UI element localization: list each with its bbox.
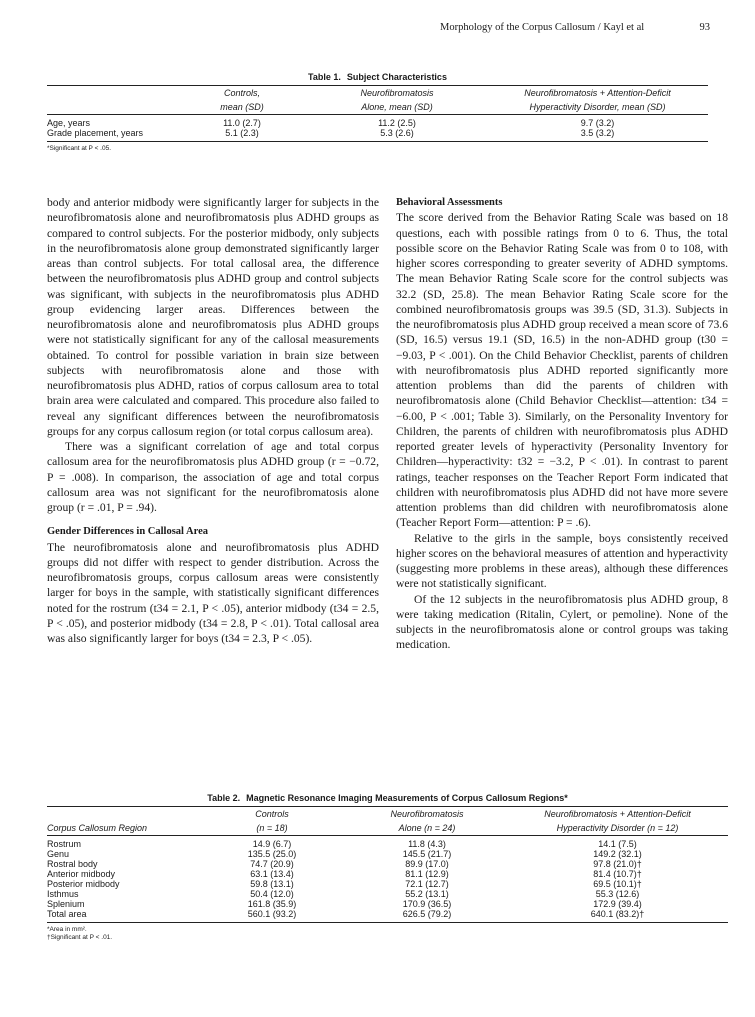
table-cell: 5.1 (2.3) [177, 128, 307, 142]
table-cell: Isthmus [47, 889, 79, 899]
table-cell: 81.1 (12.9) [405, 869, 449, 879]
column-header [47, 807, 197, 822]
column-header: Neurofibromatosis + Attention-Deficit [487, 86, 708, 101]
table-cell: 14.1 (7.5) [598, 839, 637, 849]
table-cell: 11.2 (2.5) [378, 118, 416, 128]
column-header [47, 100, 177, 115]
table-row [47, 836, 728, 850]
column-header [47, 86, 177, 101]
table-cell: 59.8 (13.1) [250, 879, 294, 889]
column-header: Neurofibromatosis [347, 807, 507, 822]
table-2-footnote: *Area in mm². [47, 926, 87, 933]
table-cell: 97.8 (21.0)† [593, 859, 642, 869]
table-row [47, 115, 708, 129]
paragraph: body and anterior midbody were significantly larger for subjects in the neurofibromatosis alone and neurofibromatosis plus ADHD groups as compared to control subjects. For the posterior midbody, only subjects in the neurofibromatosis alone group demonstrated significantly larger areas than control subjects. For total callosal area, the difference between the neurofibromatosis plus ADHD group and control subjects was significant, with subjects in the neurofibromatosis plus ADHD group evidencing larger areas. Differences between the neurofibromatosis alone and neurofibromatosis plus ADHD groups were not statistically significant for any of the callosal measurements obtained. To control for possible variation in brain size between subjects with neurofibromatosis alone and those with neurofibromatosis plus ADHD, ratios of corpus callosum area to total brain area were calculated and compared. This procedure also failed to reveal any significant differences between the neurofibromatosis groups for any corpus callosum region (or total corpus callosum area). [47, 196, 379, 438]
table-cell: 14.9 (6.7) [252, 839, 292, 849]
column-header: mean (SD) [177, 100, 307, 115]
column-header: Controls, [177, 86, 307, 101]
table-cell: 626.5 (79.2) [347, 909, 507, 923]
table-cell: 640.1 (83.2)† [507, 909, 728, 923]
table-row [47, 859, 728, 869]
column-header: Controls [197, 807, 347, 822]
table-cell: Rostral body [47, 859, 98, 869]
column-header: Neurofibromatosis [307, 86, 487, 101]
table-cell: Anterior midbody [47, 869, 116, 879]
table-cell: 55.3 (12.6) [595, 889, 640, 899]
column-header: Neurofibromatosis + Attention-Deficit [507, 807, 728, 822]
table-cell: 135.5 (25.0) [247, 849, 297, 859]
table-1-footnote: *Significant at P < .05. [47, 145, 112, 152]
table-cell: 3.5 (3.2) [487, 128, 708, 142]
table-cell: 170.9 (36.5) [402, 899, 452, 909]
paragraph: There was a significant correlation of age and total corpus callosum area for the neurofibromatosis plus ADHD group (r = −0.72, P = .008). In comparison, the association of age and total corpus callosum area was not significant for the neurofibromatosis alone group (r = .01, P = .94). [47, 440, 379, 514]
table-cell: 50.4 (12.0) [250, 889, 294, 899]
table-row [47, 909, 728, 923]
table-cell: 172.9 (39.4) [593, 899, 642, 909]
table-cell: 5.3 (2.6) [307, 128, 487, 142]
table-cell: Rostrum [47, 839, 82, 849]
column-header: Alone, mean (SD) [307, 100, 487, 115]
paragraph: Of the 12 subjects in the neurofibromatosis plus ADHD group, 8 were taking medication (Ritalin, Cylert, or pemoline). None of the subjects in the neurofibromatosis alone or control groups was taking medication. [396, 592, 728, 652]
table-cell: 74.7 (20.9) [250, 859, 294, 869]
table-row [47, 879, 728, 889]
table-1 [47, 72, 708, 153]
table-1-caption [47, 72, 708, 82]
table-row [47, 849, 728, 859]
table-cell: 72.1 (12.7) [405, 879, 449, 889]
table-2-footnote: †Significant at P < .01. [47, 934, 113, 941]
paragraph: The score derived from the Behavior Rating Scale was based on 18 questions, each with possible ratings from 0 to 6. Thus, the total possible score on the Behavior Rating Scale was from 0 to 108, with higher scores corresponding to greater severity of ADHD symptoms. The mean Behavior Rating Scale score for the control subjects was 32.2 (SD, 25.8). The mean Behavior Rating Scale score for the combined neurofibromatosis groups was 39.5 (SD, 31.3). Subjects in the neurofibromatosis plus ADHD group received a mean score of 73.6 (SD, 16.5) versus 19.1 (SD, 16.5) in the non-ADHD group (t30 = −9.03, P < .001). On the Child Behavior Checklist, parents of children with neurofibromatosis plus ADHD reported significantly more attention problems than did the parents of children with neurofibromatosis alone (Child Behavior Checklist—attention: t34 = −6.00, P < .001; Table 3). Similarly, on the Personality Inventory for Children, the parents of children with neurofibromatosis plus ADHD reported greater levels of hyperactivity (Personality Inventory for Children—hyperactivity: t32 = −3.2, P < .01). In contrast to parent ratings, teacher responses on the Teacher Report Form indicated that children with neurofibromatosis plus ADHD did not have more severe attention problems than did children with neurofibromatosis alone (Teacher Report Form—attention: P = .6). [396, 211, 728, 530]
table-2-label: Table 2. [207, 793, 241, 803]
table-cell: 11.0 (2.7) [223, 118, 261, 128]
table-row [47, 128, 708, 142]
table-cell: Age, years [47, 118, 91, 128]
left-column [47, 195, 379, 646]
column-header: (n = 18) [197, 821, 347, 836]
table-2-title: Magnetic Resonance Imaging Measurements of Corpus Callosum Regions* [246, 793, 568, 803]
table-cell: 149.2 (32.1) [593, 849, 642, 859]
column-header: Hyperactivity Disorder, mean (SD) [487, 100, 708, 115]
table-2 [47, 793, 728, 942]
table-cell: 161.8 (35.9) [247, 899, 297, 909]
table-cell: 145.5 (21.7) [402, 849, 452, 859]
table-1-label: Table 1. [308, 72, 341, 82]
running-title: Morphology of the Corpus Callosum / Kayl et al [440, 22, 645, 33]
right-column [396, 195, 728, 653]
table-2-caption [47, 793, 728, 803]
column-header: Alone (n = 24) [347, 821, 507, 836]
table-cell: 11.8 (4.3) [408, 839, 446, 849]
table-cell: 63.1 (13.4) [250, 869, 294, 879]
paragraph: Relative to the girls in the sample, boys consistently received higher scores on the behavioral measures of attention and hyperactivity (suggesting more problems in these areas), although these differences were not statistically significant. [396, 531, 728, 591]
table-cell: 560.1 (93.2) [197, 909, 347, 923]
table-row [47, 869, 728, 879]
table-cell: Posterior midbody [47, 879, 120, 889]
table-cell: 89.9 (17.0) [405, 859, 449, 869]
table-1-title: Subject Characteristics [346, 72, 447, 82]
section-heading: Gender Differences in Callosal Area [47, 526, 208, 538]
column-header: Corpus Callosum Region [47, 821, 197, 836]
table-cell: Splenium [47, 899, 85, 909]
table-cell: 55.2 (13.1) [405, 889, 449, 899]
table-row [47, 889, 728, 899]
page-number: 93 [699, 22, 710, 33]
table-cell: Genu [47, 849, 70, 859]
table-cell: 9.7 (3.2) [580, 118, 615, 128]
table-cell: 81.4 (10.7)† [593, 869, 642, 879]
table-row [47, 899, 728, 909]
section-heading: Behavioral Assessments [396, 197, 503, 208]
column-header: Hyperactivity Disorder (n = 12) [507, 821, 728, 836]
paragraph: The neurofibromatosis alone and neurofibromatosis plus ADHD groups did not differ with respect to gender distribution. Across the neurofibromatosis groups, corpus callosum areas were consistently larger for boys in the sample, with statistically significant differences noted for the rostrum (t34 = 2.1, P < .05), anterior midbody (t34 = 2.5, P < .05), and posterior midbody (t34 = 2.8, P < .01). Total callosal area was also significantly larger for boys (t34 = 2.3, P < .05). [47, 540, 379, 645]
table-cell: Total area [47, 909, 197, 923]
table-cell: 69.5 (10.1)† [593, 879, 642, 889]
table-cell: Grade placement, years [47, 128, 177, 142]
